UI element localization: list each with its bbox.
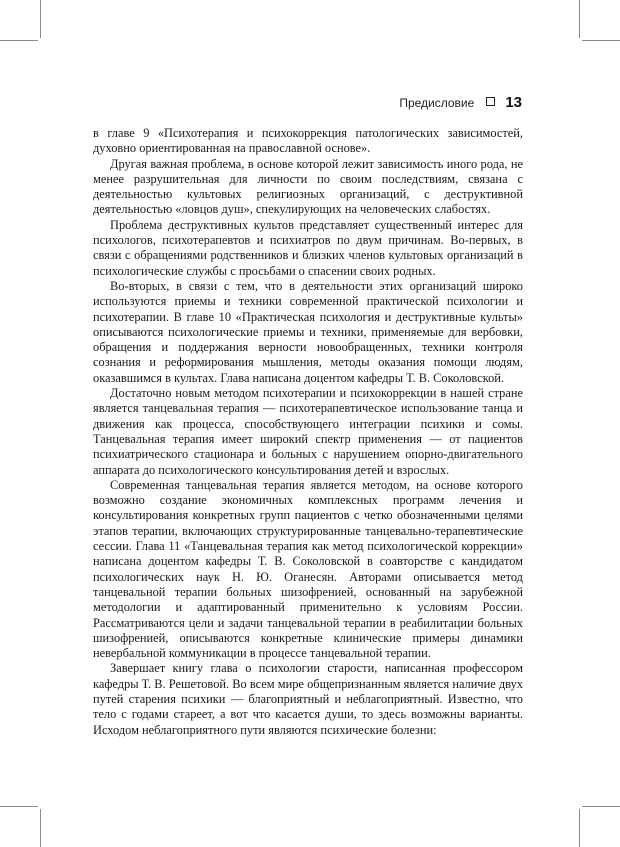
crop-mark	[579, 0, 580, 38]
page-number: 13	[505, 94, 522, 111]
crop-mark	[0, 806, 38, 807]
paragraph: Другая важная проблема, в основе которой лежит зависимость иного рода, не менее разрушительная для личности по своим последствиям, связана с деятельностью культовых религиозных организаций, с деструктивной деятельностью «ловцов душ», спекулирующих на человеческих слабостях.	[93, 156, 523, 217]
paragraph: Современная танцевальная терапия является методом, на основе которого возможно создание экономичных комплексных программ лечения и консультирования конкретных групп пациентов с четко обозначенными целями этапов терапии, включающих структурированные танцевально-терапевтические сессии. Глава 11 «Танцевальная терапия как метод психологической коррекции» написана доцентом кафедры Т. В. Соколовской в соавторстве с кандидатом психологических наук Н. Ю. Оганесян. Авторами описывается метод танцевальной терапии больных шизофренией, основанный на зарубежной методологии и адаптированный применительно к условиям России. Рассматриваются цели и задачи танцевальной терапии в реабилитации больных шизофренией, описываются конкретные клинические примеры динамики невербальной коммуникации в процессе танцевальной терапии.	[93, 477, 523, 661]
section-title: Предисловие	[399, 96, 475, 110]
paragraph: Достаточно новым методом психотерапии и психокоррекции в нашей стране является танцевальная терапия — психотерапевтическое использование танца и движения как процесса, способствующего интеграции психики и сомы. Танцевальная терапия имеет широкий спектр применения — от пациентов психиатрического стационара и больных с нарушением опорно-двигательного аппарата до психологического консультирования детей и взрослых.	[93, 386, 523, 477]
crop-mark	[0, 40, 38, 41]
paragraph: в главе 9 «Психотерапия и психокоррекция патологических зависимостей, духовно ориентированная на православной основе».	[93, 126, 523, 156]
crop-mark	[40, 0, 41, 38]
paragraph: Завершает книгу глава о психологии старости, написанная профессором кафедры Т. В. Решетовой. Во всем мире общепризнанным является наличие двух путей старения психики — благоприятный и неблагоприятный. Известно, что тело с годами стареет, а вот что касается души, то здесь возможны варианты. Исходом неблагоприятного пути являются психические болезни:	[93, 661, 523, 737]
paragraph: Проблема деструктивных культов представляет существенный интерес для психологов, психотерапевтов и психиатров по двум причинам. Во-первых, в связи с обращениями родственников и близких членов культовых организаций в психологические службы с просьбами о спасении своих родных.	[93, 217, 523, 278]
crop-mark	[582, 806, 620, 807]
square-bullet-icon	[486, 97, 495, 106]
body-text	[93, 126, 523, 738]
crop-mark	[582, 40, 620, 41]
paragraph: Во-вторых, в связи с тем, что в деятельности этих организаций широко используются приемы и техники современной практической психологии и психотерапии. В главе 10 «Практическая психология и деструктивные культы» описываются психологические приемы и техники, применяемые для вербовки, обращения и поддержания верности новообращенных, техники контроля сознания и реформирования мышления, методы оказания помощи людям, оказавшимся в культах. Глава написана доцентом кафедры Т. В. Соколовской.	[93, 278, 523, 385]
crop-mark	[40, 809, 41, 847]
running-header	[92, 94, 522, 112]
crop-mark	[579, 809, 580, 847]
